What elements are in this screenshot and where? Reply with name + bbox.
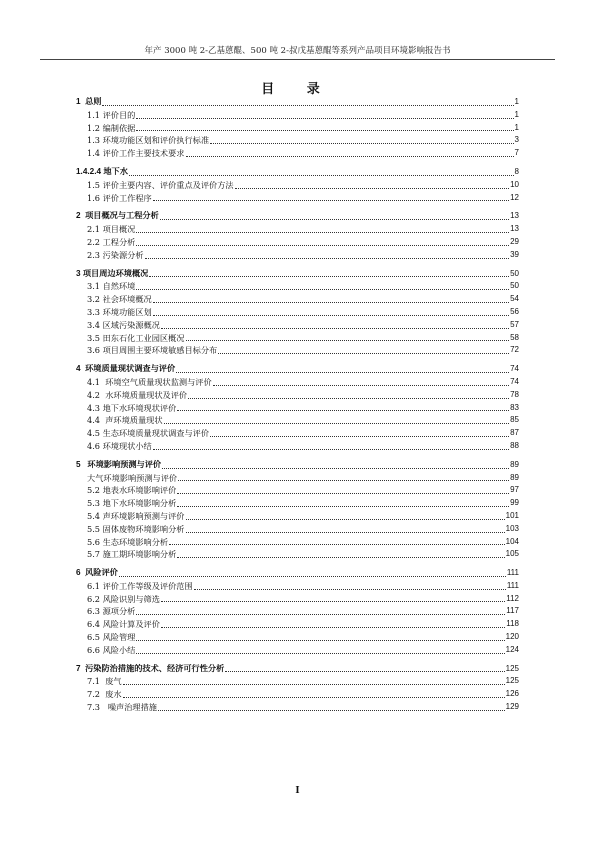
- dot-leader: [136, 640, 504, 641]
- dot-leader: [169, 544, 505, 545]
- toc-entry-page: 8: [514, 166, 519, 176]
- toc-section-entry[interactable]: [76, 548, 519, 561]
- dot-leader: [177, 557, 504, 558]
- toc-entry-page: 74: [510, 376, 519, 386]
- toc-entry-label: 1.3 环境功能区划和评价执行标准: [87, 135, 210, 146]
- toc-entry-label: 3.3 环境功能区划: [87, 306, 152, 317]
- toc-entry-label: 1.4.2.4 地下水: [76, 166, 128, 176]
- toc-entry-page: 1: [514, 97, 519, 106]
- toc-section-entry[interactable]: [76, 236, 519, 249]
- toc-entry-label: 4.5 生态环境质量现状调查与评价: [87, 428, 210, 439]
- toc-entry-label: 1.5 评价主要内容、评价重点及评价方法: [87, 179, 234, 190]
- dot-leader: [161, 627, 505, 628]
- toc-section-entry[interactable]: [76, 593, 519, 606]
- toc-chapter-entry[interactable]: [76, 663, 519, 676]
- toc-section-entry[interactable]: [76, 523, 519, 536]
- toc-entry-label: 4.4 声环境质量现状: [87, 415, 163, 426]
- toc-entry-page: 126: [505, 689, 519, 699]
- toc-section-entry[interactable]: [76, 344, 519, 357]
- toc-entry-label: 4.6 环境现状小结: [87, 440, 152, 451]
- dot-leader: [186, 340, 510, 341]
- toc-section-entry[interactable]: [76, 147, 519, 160]
- dot-leader: [210, 143, 513, 144]
- toc-entry-label: 6.4 风险计算及评价: [87, 619, 160, 630]
- toc-entry-label: 5.4 声环境影响预测与评价: [87, 510, 185, 521]
- toc-section-entry[interactable]: [76, 536, 519, 549]
- toc-section-entry[interactable]: [76, 580, 519, 593]
- dot-leader: [213, 385, 509, 386]
- toc-entry-page: 88: [510, 440, 519, 450]
- toc-section-entry[interactable]: [76, 618, 519, 631]
- toc-entry-page: 78: [510, 389, 519, 399]
- dot-leader: [149, 276, 509, 277]
- toc-entry-page: 111: [506, 580, 519, 590]
- toc-section-entry[interactable]: [76, 472, 519, 485]
- toc-section-entry[interactable]: [76, 497, 519, 510]
- toc-entry-label: 3.4 区域污染源概况: [87, 319, 160, 330]
- toc-section-entry[interactable]: [76, 179, 519, 192]
- toc-entry-label: 1.6 评价工作程序: [87, 192, 152, 203]
- toc-entry-label: 7.2 废水: [87, 689, 122, 700]
- toc-entry-label: 2.2 工程分析: [87, 236, 136, 247]
- dot-leader: [136, 289, 509, 290]
- toc-entry-label: 6.2 风险识别与筛选: [87, 593, 160, 604]
- toc-entry-page: 112: [506, 593, 519, 603]
- toc-section-entry[interactable]: [76, 427, 519, 440]
- toc-entry-page: 7: [514, 148, 519, 158]
- toc-entry-label: 1 总则: [76, 97, 102, 106]
- toc-entry-label: 5.5 固体废物环境影响分析: [87, 523, 185, 534]
- dot-leader: [153, 449, 509, 450]
- toc-entry-page: 101: [505, 510, 519, 520]
- toc-entry-page: 39: [510, 249, 519, 259]
- running-header: 年产 3000 吨 2-乙基蒽醌、500 吨 2-叔戊基蒽醌等系列产品项目环境影响报告书: [40, 44, 555, 60]
- toc-chapter-entry[interactable]: [76, 268, 519, 281]
- toc-entry-label: 7.1 废气: [87, 676, 122, 687]
- toc-section-entry[interactable]: [76, 192, 519, 205]
- toc-entry-page: 103: [505, 523, 519, 533]
- toc-section-entry[interactable]: [76, 319, 519, 332]
- dot-leader: [123, 684, 505, 685]
- dot-leader: [210, 436, 509, 437]
- toc-entry-label: 4.3 地下水环境现状评价: [87, 402, 177, 413]
- dot-leader: [164, 423, 510, 424]
- toc-section-entry[interactable]: [76, 701, 519, 714]
- dot-leader: [136, 614, 505, 615]
- toc-entry-page: 56: [510, 306, 519, 316]
- toc-entry-page: 89: [510, 459, 519, 469]
- toc-entry-label: 2 项目概况与工程分析: [76, 211, 159, 221]
- toc-entry-page: 50: [510, 281, 519, 291]
- toc-entry-label: 大气环境影响预测与评价: [87, 472, 178, 483]
- toc-entry-label: 6.3 源项分析: [87, 606, 136, 617]
- dot-leader: [161, 601, 505, 602]
- toc-section-entry[interactable]: [76, 134, 519, 147]
- page-number: I: [295, 786, 300, 796]
- toc-entry-label: 7 污染防治措施的技术、经济可行性分析: [76, 663, 225, 673]
- toc-section-entry[interactable]: [76, 306, 519, 319]
- dot-leader: [160, 219, 509, 220]
- dot-leader: [123, 697, 505, 698]
- dot-leader: [177, 410, 509, 411]
- toc-entry-page: 72: [510, 345, 519, 355]
- toc-entry-label: 2.1 项目概况: [87, 224, 136, 235]
- dot-leader: [225, 671, 504, 672]
- toc-entry-page: 1: [514, 122, 519, 132]
- toc-chapter-entry[interactable]: [76, 567, 519, 580]
- toc-entry-page: 13: [510, 211, 519, 221]
- toc-chapter-entry[interactable]: [76, 459, 519, 472]
- toc-entry-page: 85: [510, 415, 519, 425]
- dot-leader: [136, 232, 509, 233]
- toc-entry-page: 124: [505, 644, 519, 654]
- table-of-contents: [76, 90, 519, 714]
- toc-entry-page: 54: [510, 294, 519, 304]
- toc-chapter-entry[interactable]: [76, 166, 519, 179]
- toc-entry-label: 1.2 编制依据: [87, 122, 136, 133]
- toc-entry-label: 1.1 评价目的: [87, 109, 136, 120]
- toc-section-entry[interactable]: [76, 644, 519, 657]
- toc-section-entry[interactable]: [76, 332, 519, 345]
- toc-section-entry[interactable]: [76, 109, 519, 122]
- toc-entry-page: 125: [505, 676, 519, 686]
- toc-entry-label: 4 环境质量现状调查与评价: [76, 364, 176, 374]
- dot-leader: [162, 468, 509, 469]
- toc-entry-page: 57: [510, 319, 519, 329]
- dot-leader: [161, 328, 509, 329]
- toc-entry-label: 3.2 社会环境概况: [87, 294, 152, 305]
- toc-entry-label: 4.2 水环境质量现状及评价: [87, 389, 188, 400]
- toc-entry-page: 117: [506, 606, 519, 616]
- toc-section-entry[interactable]: [76, 688, 519, 701]
- toc-entry-page: 12: [510, 192, 519, 202]
- toc-entry-page: 58: [510, 332, 519, 342]
- toc-entry-label: 3.5 田东石化工业园区概况: [87, 332, 185, 343]
- toc-entry-label: 6.1 评价工作等级及评价范围: [87, 580, 193, 591]
- toc-entry-label: 4.1 环境空气质量现状监测与评价: [87, 376, 212, 387]
- toc-entry-page: 1: [514, 109, 519, 119]
- toc-section-entry[interactable]: [76, 376, 519, 389]
- toc-chapter-entry[interactable]: [76, 96, 519, 109]
- toc-section-entry[interactable]: [76, 389, 519, 402]
- toc-entry-label: 1.4 评价工作主要技术要求: [87, 148, 185, 159]
- toc-entry-label: 5.3 地下水环境影响分析: [87, 498, 177, 509]
- toc-entry-page: 89: [510, 472, 519, 482]
- toc-title: 目 录: [261, 82, 334, 97]
- dot-leader: [136, 130, 513, 131]
- toc-section-entry[interactable]: [76, 440, 519, 453]
- toc-entry-page: 104: [505, 536, 519, 546]
- toc-entry-label: 3 项目周边环境概况: [76, 268, 149, 278]
- toc-entry-label: 7.3 噪声治理措施: [87, 702, 157, 713]
- toc-entry-page: 99: [510, 498, 519, 508]
- toc-section-entry[interactable]: [76, 293, 519, 306]
- toc-entry-page: 118: [506, 619, 519, 629]
- dot-leader: [158, 710, 505, 711]
- toc-entry-page: 10: [510, 179, 519, 189]
- dot-leader: [177, 506, 509, 507]
- toc-chapter-entry[interactable]: [76, 210, 519, 223]
- dot-leader: [194, 589, 506, 590]
- toc-section-entry[interactable]: [76, 122, 519, 135]
- toc-entry-label: 3.6 项目周围主要环境敏感目标分布: [87, 345, 218, 356]
- toc-entry-page: 129: [505, 702, 519, 712]
- dot-leader: [145, 258, 510, 259]
- toc-entry-label: 2.3 污染源分析: [87, 249, 144, 260]
- toc-entry-page: 29: [510, 236, 519, 246]
- toc-section-entry[interactable]: [76, 280, 519, 293]
- toc-section-entry[interactable]: [76, 249, 519, 262]
- dot-leader: [235, 188, 509, 189]
- toc-entry-label: 5.2 地表水环境影响评价: [87, 485, 177, 496]
- dot-leader: [102, 105, 513, 106]
- toc-section-entry[interactable]: [76, 510, 519, 523]
- toc-section-entry[interactable]: [76, 223, 519, 236]
- toc-entry-page: 111: [506, 568, 519, 578]
- toc-entry-page: 83: [510, 402, 519, 412]
- dot-leader: [218, 353, 509, 354]
- toc-entry-label: 6 风险评价: [76, 568, 118, 578]
- toc-section-entry[interactable]: [76, 605, 519, 618]
- dot-leader: [136, 245, 509, 246]
- toc-entry-page: 74: [510, 364, 519, 374]
- toc-chapter-entry[interactable]: [76, 363, 519, 376]
- dot-leader: [186, 156, 514, 157]
- dot-leader: [153, 302, 509, 303]
- dot-leader: [119, 576, 506, 577]
- dot-leader: [136, 653, 504, 654]
- dot-leader: [178, 480, 509, 481]
- dot-leader: [136, 118, 513, 119]
- toc-section-entry[interactable]: [76, 631, 519, 644]
- toc-entry-page: 3: [514, 135, 519, 145]
- dot-leader: [177, 493, 509, 494]
- toc-entry-label: 6.5 风险管理: [87, 632, 136, 643]
- toc-entry-label: 5.7 施工期环境影响分析: [87, 549, 177, 560]
- dot-leader: [186, 519, 505, 520]
- toc-entry-label: 5 环境影响预测与评价: [76, 459, 162, 469]
- toc-entry-label: 3.1 自然环境: [87, 281, 136, 292]
- toc-section-entry[interactable]: [76, 414, 519, 427]
- toc-entry-page: 125: [505, 663, 519, 673]
- toc-section-entry[interactable]: [76, 675, 519, 688]
- toc-entry-label: 6.6 风险小结: [87, 644, 136, 655]
- toc-section-entry[interactable]: [76, 484, 519, 497]
- toc-section-entry[interactable]: [76, 402, 519, 415]
- dot-leader: [186, 532, 505, 533]
- toc-entry-page: 105: [505, 549, 519, 559]
- dot-leader: [153, 315, 509, 316]
- toc-entry-page: 50: [510, 268, 519, 278]
- toc-entry-page: 97: [510, 485, 519, 495]
- dot-leader: [153, 200, 509, 201]
- toc-entry-page: 120: [505, 632, 519, 642]
- dot-leader: [176, 372, 509, 373]
- toc-entry-label: 5.6 生态环境影响分析: [87, 536, 169, 547]
- toc-entry-page: 87: [510, 428, 519, 438]
- dot-leader: [129, 175, 514, 176]
- dot-leader: [188, 398, 509, 399]
- toc-entry-page: 13: [510, 224, 519, 234]
